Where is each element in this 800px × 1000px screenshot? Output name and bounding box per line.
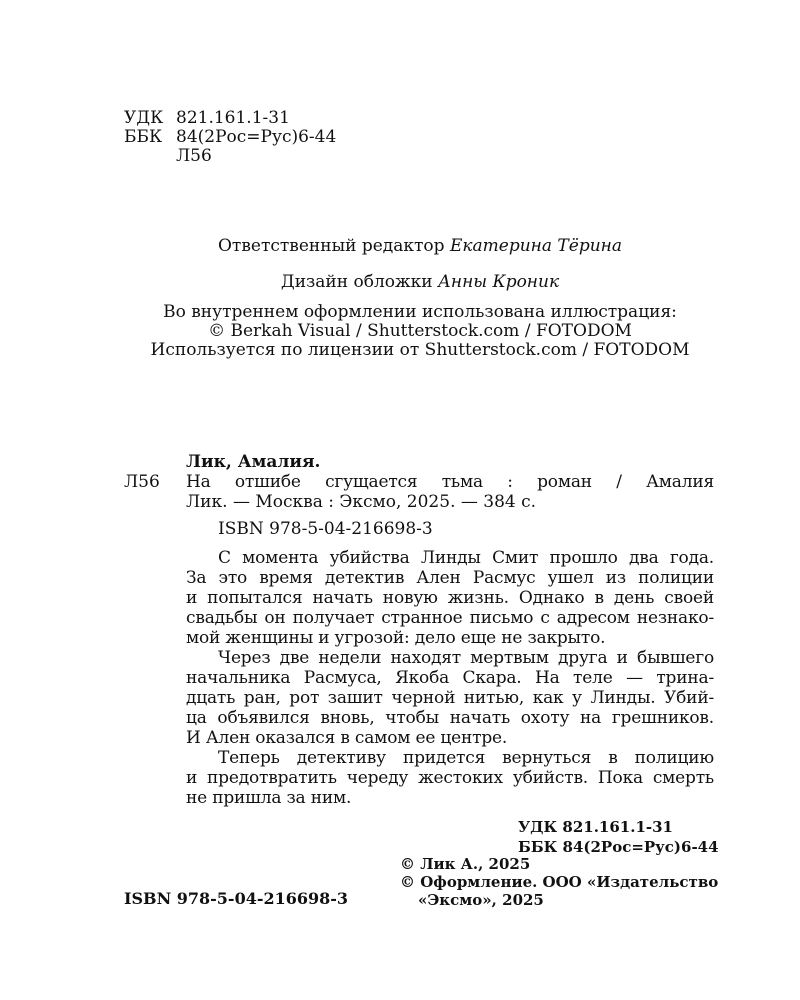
bbk-value: 84(2Рос=Рус)6-44 [176,127,337,147]
catalog-description-line-2: Лик. — Москва : Эксмо, 2025. — 384 с. [186,492,537,512]
editor-name: Екатерина Тёрина [449,236,622,256]
annotation-line: начальника Расмуса, Якоба Скара. На теле — трина- [186,668,714,688]
annotation-line: ца объявился вновь, чтобы начать охоту на грешников. [186,708,714,728]
copyright-design-line-2: «Эксмо», 2025 [418,891,544,909]
annotation-line: мой женщины и угрозой: дело еще не закрыто. [186,628,606,648]
udk-value: 821.161.1-31 [176,108,290,128]
catalog-description-line-1: На отшибе сгущается тьма : роман / Амалия [186,472,714,492]
annotation-line: дцать ран, рот зашит черной нитью, как у Линды. Убий- [186,688,714,708]
annotation-line: свадьбы он получает странное письмо с адресом незнако- [186,608,714,628]
bottom-isbn: ISBN 978-5-04-216698-3 [124,889,349,908]
bbk-label: ББК [124,127,163,147]
illustration-credit-line-2: © Berkah Visual / Shutterstock.com / FOTODOM [208,321,632,341]
copyright-design-line-1: © Оформление. ООО «Издательство [400,873,719,891]
annotation-line: не пришла за ним. [186,788,352,808]
author-mark-row [124,146,212,166]
cover-credit [0,272,800,292]
annotation-line: Теперь детективу придется вернуться в полицию [218,748,714,768]
illustration-credit-line-3: Используется по лицензии от Shutterstock.com / FOTODOM [150,340,690,360]
catalog-author-heading: Лик, Амалия. [186,452,321,472]
udk-label: УДК [124,108,164,128]
annotation-line: С момента убийства Линды Смит прошло два года. [218,548,714,568]
udk-row [124,108,290,128]
editor-prefix: Ответственный редактор [218,236,445,256]
catalog-mark: Л56 [124,472,160,492]
copyright-author: © Лик А., 2025 [400,855,531,873]
annotation-line: За это время детектив Ален Расмус ушел из полиции [186,568,714,588]
bbk-row [124,127,336,147]
bottom-udk: УДК 821.161.1-31 [518,818,673,836]
editor-credit [0,236,800,256]
bottom-bbk: ББК 84(2Рос=Рус)6-44 [518,838,719,856]
cover-designer-name: Анны Кроник [438,272,560,292]
illustration-credit-line-1: Во внутреннем оформлении использована иллюстрация: [163,302,677,322]
catalog-isbn: ISBN 978-5-04-216698-3 [218,519,433,539]
cover-prefix: Дизайн обложки [280,272,433,292]
annotation-line: и предотвратить череду жестоких убийств. Пока смерть [186,768,714,788]
annotation-line: Через две недели находят мертвым друга и бывшего [218,648,714,668]
annotation-line: и попытался начать новую жизнь. Однако в день своей [186,588,714,608]
author-mark: Л56 [176,146,212,166]
annotation-line: И Ален оказался в самом ее центре. [186,728,508,748]
